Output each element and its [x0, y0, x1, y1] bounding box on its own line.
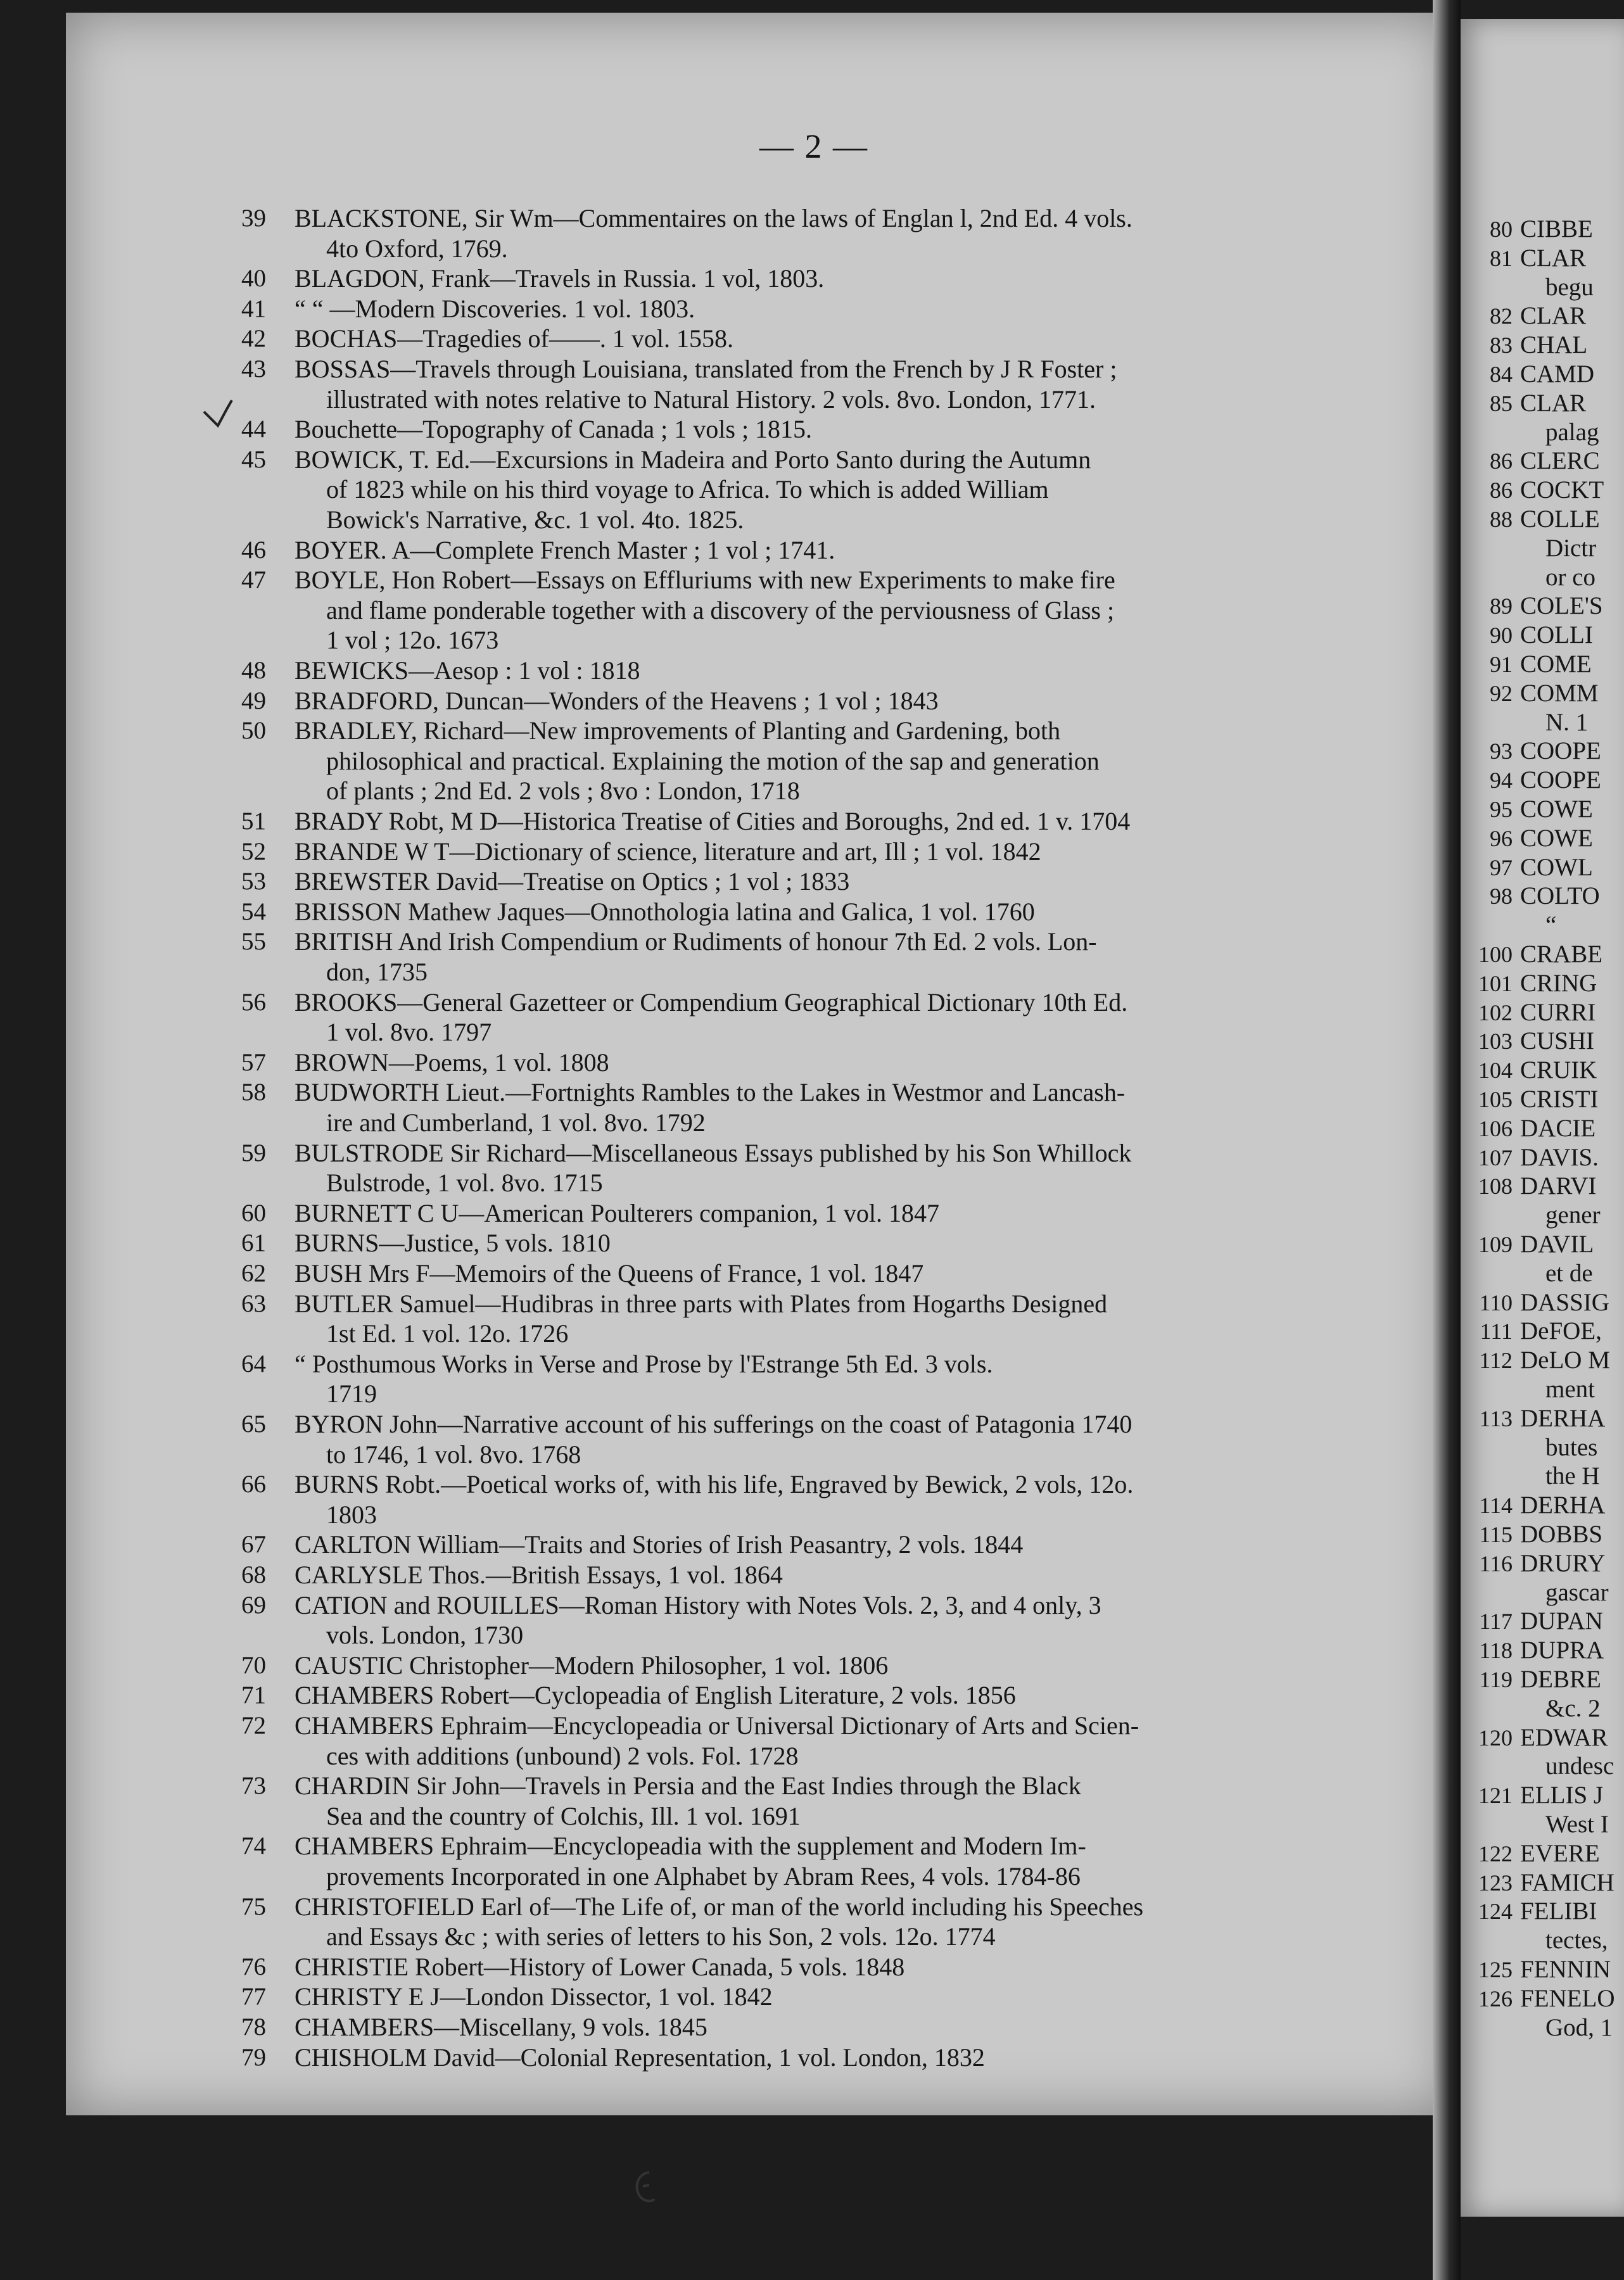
entry-text: DERHA	[1520, 1404, 1606, 1432]
entry-text: CAUSTIC Christopher—Modern Philosopher, 1 vol. 1806	[295, 1650, 889, 1680]
right-page-entry	[0, 737, 1624, 766]
entry-text: FAMICH	[1520, 1868, 1614, 1896]
entry-number: 49	[241, 687, 266, 714]
entry-text: CHISHOLM David—Colonial Representation, 1 vol. London, 1832	[295, 2042, 985, 2072]
entry-text: CRING	[1520, 969, 1597, 997]
entry-number: 122	[1478, 1840, 1513, 1866]
entry-text: BURNETT C U—American Poulterers companion, 1 vol. 1847	[295, 1198, 940, 1227]
entry-text: BRANDE W T—Dictionary of science, literature and art, Ill ; 1 vol. 1842	[295, 837, 1041, 866]
entry-text-continued: the H	[1545, 1462, 1600, 1490]
right-page-entry	[0, 1840, 1624, 1869]
entry-number: 86	[1490, 478, 1513, 504]
entry-text: DUPRA	[1520, 1637, 1604, 1664]
right-page-entry	[0, 854, 1624, 883]
entry-text: BRADLEY, Richard—New improvements of Planting and Gardening, both	[295, 716, 1061, 745]
entry-number: 107	[1478, 1144, 1513, 1170]
entry-text: COCKT	[1520, 476, 1604, 504]
entry-number: 89	[1490, 593, 1513, 619]
entry-number: 46	[241, 536, 266, 564]
entry-text: BROOKS—General Gazetteer or Compendium Geographical Dictionary 10th Ed.	[295, 987, 1128, 1016]
entry-text-continued: palag	[1545, 418, 1599, 446]
entry-text: COOPE	[1520, 737, 1601, 765]
entry-text: CHAMBERS Ephraim—Encyclopeadia with the supplement and Modern Im-	[295, 1832, 1086, 1861]
entry-text-continued: 1803	[326, 1500, 377, 1529]
catalogue-entry	[0, 415, 1624, 444]
entry-text: FENELO	[1520, 1984, 1615, 2012]
entry-number: 73	[241, 1772, 266, 1800]
entry-text-continued: 4to Oxford, 1769.	[326, 234, 508, 263]
catalogue-entry	[0, 536, 1624, 565]
entry-text: BULSTRODE Sir Richard—Miscellaneous Essays published by his Son Whillock	[295, 1138, 1132, 1167]
right-page-entry	[0, 825, 1624, 854]
entry-number: 94	[1490, 768, 1513, 794]
handwritten-mark	[624, 2167, 662, 2212]
entry-text-continued: and Essays &c ; with series of letters to his Son, 2 vols. 12o. 1774	[326, 1922, 996, 1951]
entry-text: CRABE	[1520, 940, 1603, 968]
entry-text: CLAR	[1520, 244, 1587, 272]
entry-number: 70	[241, 1651, 266, 1679]
entry-number: 85	[1490, 390, 1513, 416]
entry-number: 125	[1478, 1957, 1513, 1982]
entry-number: 57	[241, 1048, 266, 1076]
entry-text: BRITISH And Irish Compendium or Rudiments of honour 7th Ed. 2 vols. Lon-	[295, 927, 1097, 956]
entry-text: BEWICKS—Aesop : 1 vol : 1818	[295, 656, 640, 685]
entry-text: COME	[1520, 650, 1592, 678]
entry-number: 98	[1490, 884, 1513, 909]
entry-number: 65	[241, 1410, 266, 1438]
entry-text: CARLTON William—Traits and Stories of Irish Peasantry, 2 vols. 1844	[295, 1530, 1024, 1559]
entry-number: 115	[1479, 1522, 1513, 1547]
right-page-entry	[0, 592, 1624, 621]
entry-number: 86	[1490, 448, 1513, 474]
entry-text: COWE	[1520, 795, 1593, 823]
entry-text: DERHA	[1520, 1492, 1606, 1519]
entry-number: 110	[1479, 1289, 1513, 1315]
entry-number: 83	[1490, 332, 1513, 358]
entry-number: 76	[241, 1953, 266, 1980]
catalogue-entry	[0, 2013, 1624, 2042]
entry-text: BYRON John—Narrative account of his sufferings on the coast of Patagonia 1740	[295, 1410, 1132, 1438]
right-page-entry	[0, 1637, 1624, 1666]
entry-number: 53	[241, 868, 266, 896]
entry-text-continued: ment	[1545, 1375, 1595, 1403]
right-page-entry	[0, 1869, 1624, 1898]
entry-number: 75	[241, 1892, 266, 1920]
entry-text: BOCHAS—Tragedies of——. 1 vol. 1558.	[295, 324, 733, 353]
entry-text: BOYER. A—Complete French Master ; 1 vol ; 1741.	[295, 535, 835, 564]
entry-text: DAVIS.	[1520, 1143, 1599, 1171]
entry-number: 118	[1479, 1638, 1513, 1664]
entry-number: 84	[1490, 362, 1513, 387]
page-number: — 2 —	[759, 127, 868, 165]
entry-text: Bouchette—Topography of Canada ; 1 vols ; 1815.	[295, 415, 813, 444]
entry-number: 96	[1490, 825, 1513, 851]
entry-number: 104	[1478, 1058, 1513, 1084]
entry-number: 58	[241, 1079, 266, 1106]
entry-text: CRUIK	[1520, 1056, 1597, 1084]
entry-number: 43	[241, 355, 266, 383]
entry-number: 42	[241, 325, 266, 353]
right-page-entry	[0, 360, 1624, 390]
entry-text: DEBRE	[1520, 1666, 1601, 1693]
right-page-entry	[0, 1289, 1624, 1318]
entry-number: 74	[241, 1832, 266, 1860]
entry-number: 91	[1490, 652, 1513, 677]
entry-text-continued: gascar	[1545, 1578, 1609, 1606]
catalogue-entry	[0, 2043, 1624, 2072]
entry-number: 51	[241, 808, 266, 835]
entry-number: 60	[241, 1199, 266, 1227]
entry-text: CHRISTOFIELD Earl of—The Life of, or man of the world including his Speeches	[295, 1892, 1144, 1921]
entry-text: DASSIG	[1520, 1288, 1609, 1316]
entry-text-continued: Sea and the country of Colchis, Ill. 1 vol. 1691	[326, 1801, 801, 1830]
entry-text: EDWAR	[1520, 1723, 1608, 1751]
entry-number: 116	[1479, 1550, 1513, 1576]
entry-text-continued: gener	[1545, 1201, 1601, 1229]
entry-number: 45	[241, 445, 266, 473]
entry-number: 123	[1478, 1870, 1513, 1896]
right-page-entry	[0, 1956, 1624, 1985]
right-page-entry	[0, 650, 1624, 680]
entry-text: DOBBS	[1520, 1521, 1603, 1548]
entry-number: 126	[1478, 1986, 1513, 2011]
right-page-entry	[0, 1027, 1624, 1056]
entry-number: 66	[241, 1471, 266, 1498]
entry-number: 68	[241, 1561, 266, 1588]
entry-number: 79	[241, 2043, 266, 2071]
right-page-entry	[0, 447, 1624, 476]
entry-text-continued: 1st Ed. 1 vol. 12o. 1726	[326, 1319, 569, 1348]
entry-number: 117	[1479, 1609, 1513, 1635]
entry-text-continued: &c. 2	[1545, 1694, 1601, 1722]
entry-number: 39	[241, 205, 266, 232]
entry-text: CAMD	[1520, 360, 1595, 388]
entry-text-continued: provements Incorporated in one Alphabet by Abram Rees, 4 vols. 1784-86	[326, 1861, 1081, 1890]
entry-text-continued: West I	[1545, 1810, 1609, 1838]
right-page-entry	[0, 476, 1624, 505]
entry-number: 40	[241, 265, 266, 293]
entry-text-continued: vols. London, 1730	[326, 1621, 524, 1650]
right-page-entry	[0, 302, 1624, 331]
entry-number: 69	[241, 1591, 266, 1619]
entry-text: COOPE	[1520, 766, 1601, 794]
entry-text: DARVI	[1520, 1172, 1597, 1200]
entry-text-continued: Bulstrode, 1 vol. 8vo. 1715	[326, 1168, 603, 1198]
entry-text: DeFOE,	[1520, 1317, 1602, 1345]
right-page-entry	[0, 1056, 1624, 1086]
entry-number: 113	[1479, 1405, 1513, 1431]
entry-text: COWL	[1520, 853, 1593, 881]
entry-number: 67	[241, 1531, 266, 1559]
right-page-entry	[0, 1607, 1624, 1637]
entry-text: CRISTI	[1520, 1086, 1599, 1113]
entry-text: BROWN—Poems, 1 vol. 1808	[295, 1048, 609, 1077]
right-page-entry	[0, 1492, 1624, 1521]
entry-number: 102	[1478, 999, 1513, 1025]
right-page-entry	[0, 940, 1624, 970]
entry-text: BRADFORD, Duncan—Wonders of the Heavens ; 1 vol ; 1843	[295, 686, 939, 715]
entry-text: BLACKSTONE, Sir Wm—Commentaires on the laws of Englan l, 2nd Ed. 4 vols.	[295, 204, 1132, 232]
entry-text-continued: don, 1735	[326, 957, 428, 986]
entry-text: CHAMBERS Ephraim—Encyclopeadia or Universal Dictionary of Arts and Scien-	[295, 1711, 1139, 1740]
entry-text: BURNS—Justice, 5 vols. 1810	[295, 1229, 611, 1258]
entry-number: 64	[241, 1350, 266, 1378]
entry-number: 61	[241, 1229, 266, 1257]
right-page-entry	[0, 1115, 1624, 1144]
entry-number: 97	[1490, 854, 1513, 880]
entry-text-continued: God, 1	[1545, 2013, 1613, 2041]
entry-text-continued: 1 vol ; 12o. 1673	[326, 626, 499, 655]
entry-number: 114	[1479, 1493, 1513, 1519]
entry-text: COWE	[1520, 824, 1593, 852]
entry-number: 101	[1478, 970, 1513, 996]
entry-text-continued: tectes,	[1545, 1927, 1608, 1954]
entry-text-continued: begu	[1545, 273, 1594, 301]
right-page-entry	[0, 621, 1624, 650]
entry-text: BOWICK, T. Ed.—Excursions in Madeira and Porto Santo during the Autumn	[295, 445, 1091, 474]
entry-text: COMM	[1520, 679, 1599, 707]
entry-text: CHAMBERS Robert—Cyclopeadia of English Literature, 2 vols. 1856	[295, 1681, 1016, 1710]
entry-text: DAVIL	[1520, 1231, 1594, 1258]
entry-number: 108	[1478, 1174, 1513, 1200]
catalogue-entry	[0, 1259, 1624, 1288]
entry-text-continued: or co	[1545, 563, 1596, 591]
right-page-entry	[0, 1144, 1624, 1173]
right-page-entry	[0, 1521, 1624, 1550]
entry-text-continued: N. 1	[1545, 708, 1589, 736]
entry-text: FENNIN	[1520, 1956, 1611, 1983]
entry-number: 124	[1478, 1899, 1513, 1925]
entry-number: 78	[241, 2013, 266, 2041]
entry-number: 50	[241, 717, 266, 745]
entry-text-continued: 1 vol. 8vo. 1797	[326, 1018, 492, 1047]
entry-text: CLAR	[1520, 389, 1587, 417]
entry-text-continued: undesc	[1545, 1752, 1614, 1780]
entry-text-continued: Dictr	[1545, 534, 1597, 562]
entry-text-continued: butes	[1545, 1433, 1598, 1461]
entry-text-continued: ire and Cumberland, 1 vol. 8vo. 1792	[326, 1108, 706, 1137]
entry-number: 119	[1479, 1667, 1513, 1692]
entry-text-continued: “	[1545, 911, 1557, 939]
entry-text: “ Posthumous Works in Verse and Prose by l'Estrange 5th Ed. 3 vols.	[295, 1349, 993, 1378]
entry-number: 52	[241, 837, 266, 865]
entry-text: CUSHI	[1520, 1027, 1595, 1055]
entry-text: COLLE	[1520, 505, 1600, 533]
entry-text: CLAR	[1520, 302, 1587, 330]
entry-number: 48	[241, 657, 266, 684]
entry-text: CHAMBERS—Miscellany, 9 vols. 1845	[295, 2013, 707, 2041]
entry-text: DRURY	[1520, 1549, 1606, 1577]
entry-text: DeLO M	[1520, 1346, 1610, 1374]
entry-number: 103	[1478, 1029, 1513, 1054]
entry-text: CARLYSLE Thos.—British Essays, 1 vol. 1864	[295, 1561, 783, 1589]
entry-number: 77	[241, 1983, 266, 2011]
entry-number: 106	[1478, 1115, 1513, 1141]
entry-text: EVERE	[1520, 1839, 1600, 1867]
entry-text: CATION and ROUILLES—Roman History with Notes Vols. 2, 3, and 4 only, 3	[295, 1590, 1101, 1619]
entry-text: CHAL	[1520, 331, 1588, 359]
entry-number: 120	[1478, 1725, 1513, 1751]
entry-text: COLE'S	[1520, 592, 1603, 620]
entry-number: 71	[241, 1682, 266, 1709]
entry-number: 105	[1478, 1087, 1513, 1112]
entry-text: BRADY Robt, M D—Historica Treatise of Cities and Boroughs, 2nd ed. 1 v. 1704	[295, 807, 1131, 835]
entry-number: 111	[1480, 1319, 1513, 1345]
entry-text: COLLI	[1520, 621, 1593, 649]
entry-text-continued: Bowick's Narrative, &c. 1 vol. 4to. 1825.	[326, 505, 744, 534]
entry-number: 54	[241, 897, 266, 925]
entry-text: DACIE	[1520, 1114, 1596, 1142]
entry-text-continued: 1719	[326, 1379, 377, 1409]
entry-text: BLAGDON, Frank—Travels in Russia. 1 vol, 1803.	[295, 264, 825, 293]
catalogue-entry	[0, 1199, 1624, 1228]
entry-text: BURNS Robt.—Poetical works of, with his life, Engraved by Bewick, 2 vols, 12o.	[295, 1470, 1134, 1499]
entry-number: 112	[1479, 1348, 1513, 1374]
right-page-entry	[0, 766, 1624, 795]
entry-number: 88	[1490, 507, 1513, 532]
entry-number: 109	[1478, 1232, 1513, 1257]
entry-number: 72	[241, 1712, 266, 1739]
entry-text-continued: ces with additions (unbound) 2 vols. Fol. 1728	[326, 1741, 799, 1770]
entry-text: CHRISTY E J—London Dissector, 1 vol. 1842	[295, 1982, 773, 2011]
entry-number: 90	[1490, 623, 1513, 649]
entry-text: ELLIS J	[1520, 1782, 1604, 1809]
entry-text: BUDWORTH Lieut.—Fortnights Rambles to the Lakes in Westmor and Lancash-	[295, 1078, 1126, 1107]
entry-text: “ “ —Modern Discoveries. 1 vol. 1803.	[295, 294, 695, 323]
entry-number: 82	[1490, 303, 1513, 329]
entry-number: 41	[241, 294, 266, 322]
entry-text: BRISSON Mathew Jaques—Onnothologia latina and Galica, 1 vol. 1760	[295, 897, 1035, 926]
entry-number: 100	[1478, 942, 1513, 967]
entry-text: BOSSAS—Travels through Louisiana, translated from the French by J R Foster ;	[295, 355, 1117, 383]
entry-text: CLERC	[1520, 447, 1600, 475]
entry-text-continued: of 1823 while on his third voyage to Africa. To which is added William	[326, 475, 1049, 504]
entry-text: CHARDIN Sir John—Travels in Persia and the East Indies through the Black	[295, 1771, 1081, 1801]
entry-text: BOYLE, Hon Robert—Essays on Effluriums with new Experiments to make fire	[295, 566, 1115, 595]
entry-text-continued: illustrated with notes relative to Natural History. 2 vols. 8vo. London, 1771.	[326, 384, 1096, 414]
right-page-entry	[0, 1317, 1624, 1346]
right-page-entry	[0, 215, 1624, 244]
right-page-entry	[0, 999, 1624, 1028]
right-page-entry	[0, 970, 1624, 999]
entry-number: 95	[1490, 797, 1513, 822]
entry-number: 47	[241, 566, 266, 594]
entry-text-continued: and flame ponderable together with a discovery of the perviousness of Glass ;	[326, 595, 1115, 624]
entry-text: BUSH Mrs F—Memoirs of the Queens of France, 1 vol. 1847	[295, 1259, 924, 1288]
entry-number: 44	[241, 415, 266, 443]
entry-number: 92	[1490, 680, 1513, 706]
entry-number: 59	[241, 1139, 266, 1167]
entry-text: BUTLER Samuel—Hudibras in three parts with Plates from Hogarths Designed	[295, 1289, 1108, 1318]
entry-text-continued: philosophical and practical. Explaining the motion of the sap and generation	[326, 746, 1100, 775]
entry-number: 93	[1490, 738, 1513, 764]
entry-text-continued: et de	[1545, 1259, 1593, 1287]
entry-text: CIBBE	[1520, 215, 1593, 243]
entry-text: CHRISTIE Robert—History of Lower Canada, 5 vols. 1848	[295, 1952, 905, 1981]
right-page-entry	[0, 331, 1624, 360]
entry-number: 56	[241, 988, 266, 1016]
entry-number: 81	[1490, 245, 1513, 271]
entry-number: 55	[241, 928, 266, 956]
entry-number: 62	[241, 1260, 266, 1287]
entry-text-continued: to 1746, 1 vol. 8vo. 1768	[326, 1440, 581, 1469]
entry-number: 121	[1478, 1783, 1513, 1809]
entry-number: 63	[241, 1289, 266, 1317]
right-page-entry	[0, 795, 1624, 825]
entry-text: DUPAN	[1520, 1607, 1603, 1635]
entry-text-continued: of plants ; 2nd Ed. 2 vols ; 8vo : London, 1718	[326, 776, 800, 806]
entry-number: 80	[1490, 217, 1513, 242]
entry-text: CURRI	[1520, 998, 1596, 1026]
right-page-entry	[0, 1086, 1624, 1115]
entry-text: FELIBI	[1520, 1897, 1597, 1925]
entry-text: BREWSTER David—Treatise on Optics ; 1 vol ; 1833	[295, 867, 850, 896]
entry-text: COLTO	[1520, 882, 1600, 910]
